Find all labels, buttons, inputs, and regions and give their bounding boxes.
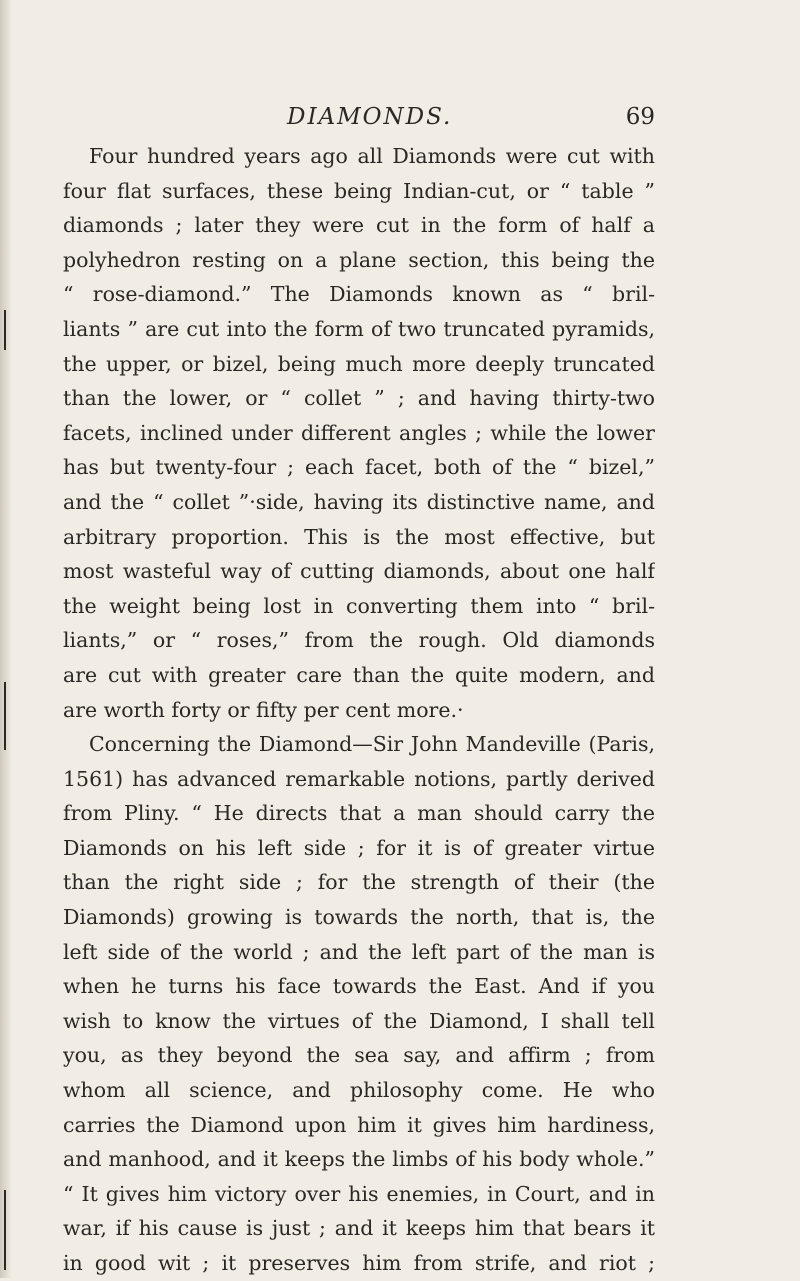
text-line: the upper, or bizel, being much more deeply truncated <box>63 351 655 376</box>
text-line: and the “ collet ”·side, having its distinctive name, and <box>63 489 655 514</box>
text-line: when he turns his face towards the East. And if you <box>63 974 655 999</box>
text-line: “ It gives him victory over his enemies, in Court, and in <box>63 1181 655 1206</box>
text-line: facets, inclined under different angles ; while the lower <box>63 420 655 445</box>
text-line: the weight being lost in converting them into “ bril- <box>63 593 655 618</box>
page-number: 69 <box>625 104 655 130</box>
text-line: most wasteful way of cutting diamonds, about one half <box>63 559 655 584</box>
text-line: Concerning the Diamond—Sir John Mandeville (Paris, <box>89 732 655 757</box>
text-line: Diamonds on his left side ; for it is of greater virtue <box>63 835 655 860</box>
page-edge <box>0 0 12 1278</box>
text-line: than the lower, or “ collet ” ; and having thirty-two <box>63 386 655 411</box>
text-line: whom all science, and philosophy come. He who <box>63 1078 655 1103</box>
text-line: 1561) has advanced remarkable notions, partly derived <box>63 766 655 791</box>
edge-mark <box>4 682 6 750</box>
text-line: are worth forty or fifty per cent more.· <box>63 697 464 722</box>
text-line: “ rose-diamond.” The Diamonds known as “ bril- <box>63 282 655 307</box>
text-line: than the right side ; for the strength of their (the <box>63 870 655 895</box>
text-line: you, as they beyond the sea say, and affirm ; from <box>63 1043 655 1068</box>
text-line: from Pliny. “ He directs that a man should carry the <box>63 801 655 826</box>
body-text <box>63 139 655 1281</box>
text-line: wish to know the virtues of the Diamond, I shall tell <box>63 1008 655 1033</box>
text-line: polyhedron resting on a plane section, this being the <box>63 247 655 272</box>
text-line: in good wit ; it preserves him from strife, and riot ; <box>63 1251 655 1275</box>
text-line: carries the Diamond upon him it gives him hardiness, <box>63 1112 655 1137</box>
text-line: diamonds ; later they were cut in the form of half a <box>63 213 655 238</box>
text-line: left side of the world ; and the left part of the man is <box>63 939 655 964</box>
running-title: DIAMONDS. <box>287 104 453 130</box>
text-line: arbitrary proportion. This is the most effective, but <box>63 524 655 549</box>
text-line: are cut with greater care than the quite modern, and <box>63 662 655 687</box>
text-line: and manhood, and it keeps the limbs of his body whole.” <box>63 1147 655 1172</box>
text-line: liants ” are cut into the form of two truncated pyramids, <box>63 316 655 341</box>
running-head <box>95 100 655 134</box>
edge-mark <box>4 1190 6 1270</box>
edge-mark <box>4 310 6 350</box>
text-line: four flat surfaces, these being Indian-cut, or “ table ” <box>63 178 655 203</box>
text-line: war, if his cause is just ; and it keeps him that bears it <box>63 1216 655 1241</box>
text-line: has but twenty-four ; each facet, both of the “ bizel,” <box>63 455 655 480</box>
text-line: Diamonds) growing is towards the north, that is, the <box>63 905 655 930</box>
text-line: liants,” or “ roses,” from the rough. Old diamonds <box>63 628 655 653</box>
text-line: Four hundred years ago all Diamonds were cut with <box>89 144 655 168</box>
